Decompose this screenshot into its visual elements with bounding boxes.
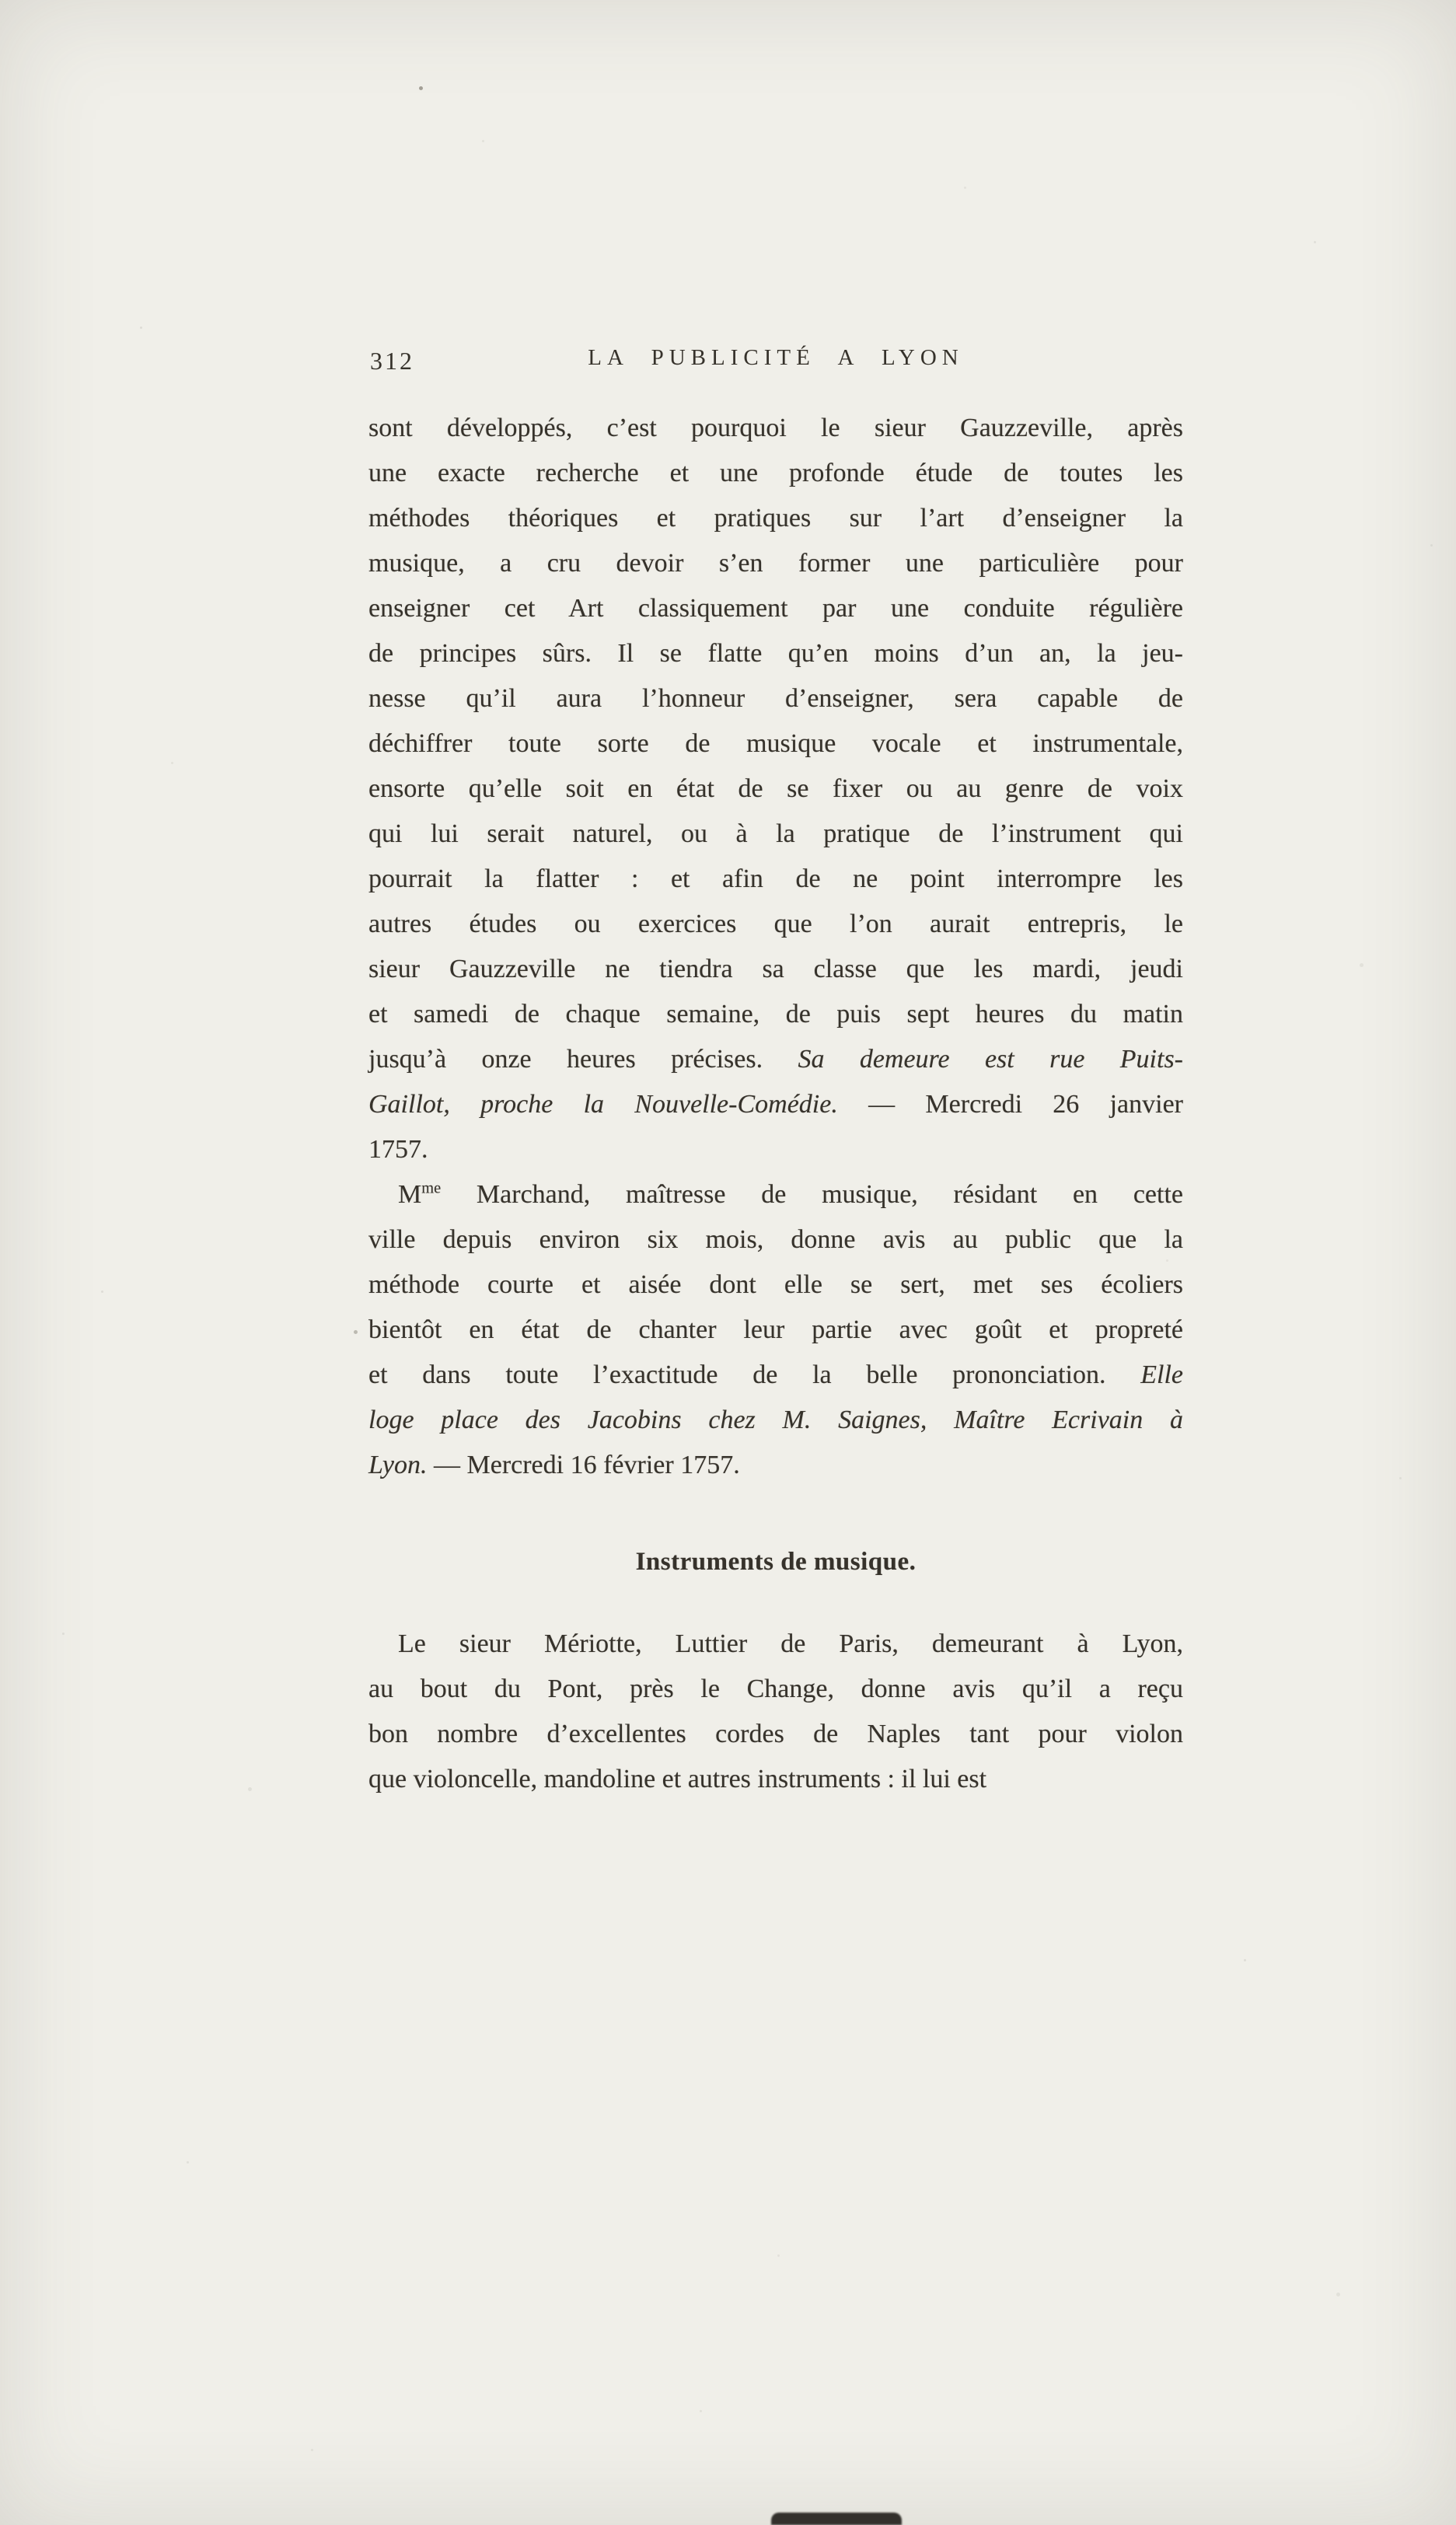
text-line (368, 812, 1183, 857)
body-text: M (398, 1180, 422, 1209)
text-line (368, 1037, 1183, 1082)
body-text: méthode courte et aisée dont elle se sert, met ses écoliers (368, 1270, 1183, 1299)
text-line (368, 1308, 1183, 1353)
text-line (368, 586, 1183, 631)
body-text: 1757. (368, 1135, 428, 1164)
body-text: et dans toute l’exactitude de la belle prononciation. (368, 1360, 1141, 1389)
body-text: ville depuis environ six mois, donne avis au public que la (368, 1225, 1183, 1254)
text-line (368, 857, 1183, 902)
text-line (368, 1217, 1183, 1262)
text-line (368, 496, 1183, 541)
body-text: enseigner cet Art classiquement par une conduite régulière (368, 594, 1183, 623)
body-text: sieur Gauzzeville ne tiendra sa classe que les mardi, jeudi (368, 955, 1183, 983)
text-line (368, 1082, 1183, 1127)
body-text: autres études ou exercices que l’on aurait entrepris, le (368, 910, 1183, 938)
text-line (368, 1127, 1183, 1172)
body-text: une exacte recherche et une profonde étude de toutes les (368, 459, 1183, 487)
text-block (368, 406, 1183, 1802)
italic-text: Sa demeure est rue Puits- (798, 1045, 1183, 1074)
scan-artifact (771, 2513, 902, 2525)
body-text: au bout du Pont, près le Change, donne avis qu’il a reçu (368, 1675, 1183, 1703)
italic-text: Elle (1140, 1360, 1183, 1389)
text-line (368, 1757, 1183, 1802)
body-text: bon nombre d’excellentes cordes de Naples tant pour violon (368, 1720, 1183, 1748)
text-line (368, 1712, 1183, 1757)
text-line (368, 1398, 1183, 1443)
text-line (368, 631, 1183, 676)
text-line (368, 947, 1183, 992)
superscript-text: me (421, 1179, 442, 1197)
italic-text: loge place des Jacobins chez M. Saignes, Maître Ecrivain à (368, 1406, 1183, 1434)
body-text: Le sieur Mériotte, Luttier de Paris, demeurant à Lyon, (398, 1629, 1183, 1658)
text-line (368, 767, 1183, 812)
body-text: de principes sûrs. Il se flatte qu’en moins d’un an, la jeu- (368, 639, 1183, 668)
body-text: sont développés, c’est pourquoi le sieur Gauzzeville, après (368, 414, 1183, 442)
section-heading: Instruments de musique. (635, 1548, 917, 1576)
body-text: méthodes théoriques et pratiques sur l’art d’enseigner la (368, 504, 1183, 533)
text-line (368, 1172, 1183, 1217)
body-text: musique, a cru devoir s’en former une particulière pour (368, 549, 1183, 578)
paragraph (368, 1172, 1183, 1488)
paragraph (368, 1622, 1183, 1802)
body-text: bientôt en état de chanter leur partie avec goût et propreté (368, 1315, 1183, 1344)
paragraph (368, 406, 1183, 1172)
text-line (368, 541, 1183, 586)
text-line (368, 451, 1183, 496)
body-text: Marchand, maîtresse de musique, résidant en cette (441, 1180, 1183, 1209)
body-text: pourrait la flatter : et afin de ne point interrompre les (368, 864, 1183, 893)
body-text: jusqu’à onze heures précises. (368, 1045, 798, 1074)
body-text: — Mercredi 26 janvier (837, 1090, 1183, 1119)
text-line (368, 1443, 1183, 1488)
text-line (368, 902, 1183, 947)
body-text: nesse qu’il aura l’honneur d’enseigner, sera capable de (368, 684, 1183, 713)
body-text: et samedi de chaque semaine, de puis sept heures du matin (368, 1000, 1183, 1029)
text-line (368, 1353, 1183, 1398)
italic-text: Gaillot, proche la Nouvelle-Comédie. (368, 1090, 838, 1119)
text-line (368, 721, 1183, 767)
text-line (368, 1667, 1183, 1712)
body-text: que violoncelle, mandoline et autres instruments : il lui est (368, 1765, 987, 1793)
text-line (368, 992, 1183, 1037)
body-text: ensorte qu’elle soit en état de se fixer ou au genre de voix (368, 774, 1183, 803)
body-text: déchiffrer toute sorte de musique vocale et instrumentale, (368, 729, 1183, 758)
page-number: 312 (370, 347, 414, 375)
text-line (368, 406, 1183, 451)
body-text: — Mercredi 16 février 1757. (427, 1451, 740, 1479)
running-title: LA PUBLICITÉ A LYON (588, 345, 964, 370)
text-line (368, 1622, 1183, 1667)
page-header (368, 345, 1183, 378)
text-line (368, 676, 1183, 721)
scan-speckles (0, 0, 2, 2)
italic-text: Lyon. (368, 1451, 428, 1479)
text-line (368, 1262, 1183, 1308)
body-text: qui lui serait naturel, ou à la pratique de l’instrument qui (368, 819, 1183, 848)
